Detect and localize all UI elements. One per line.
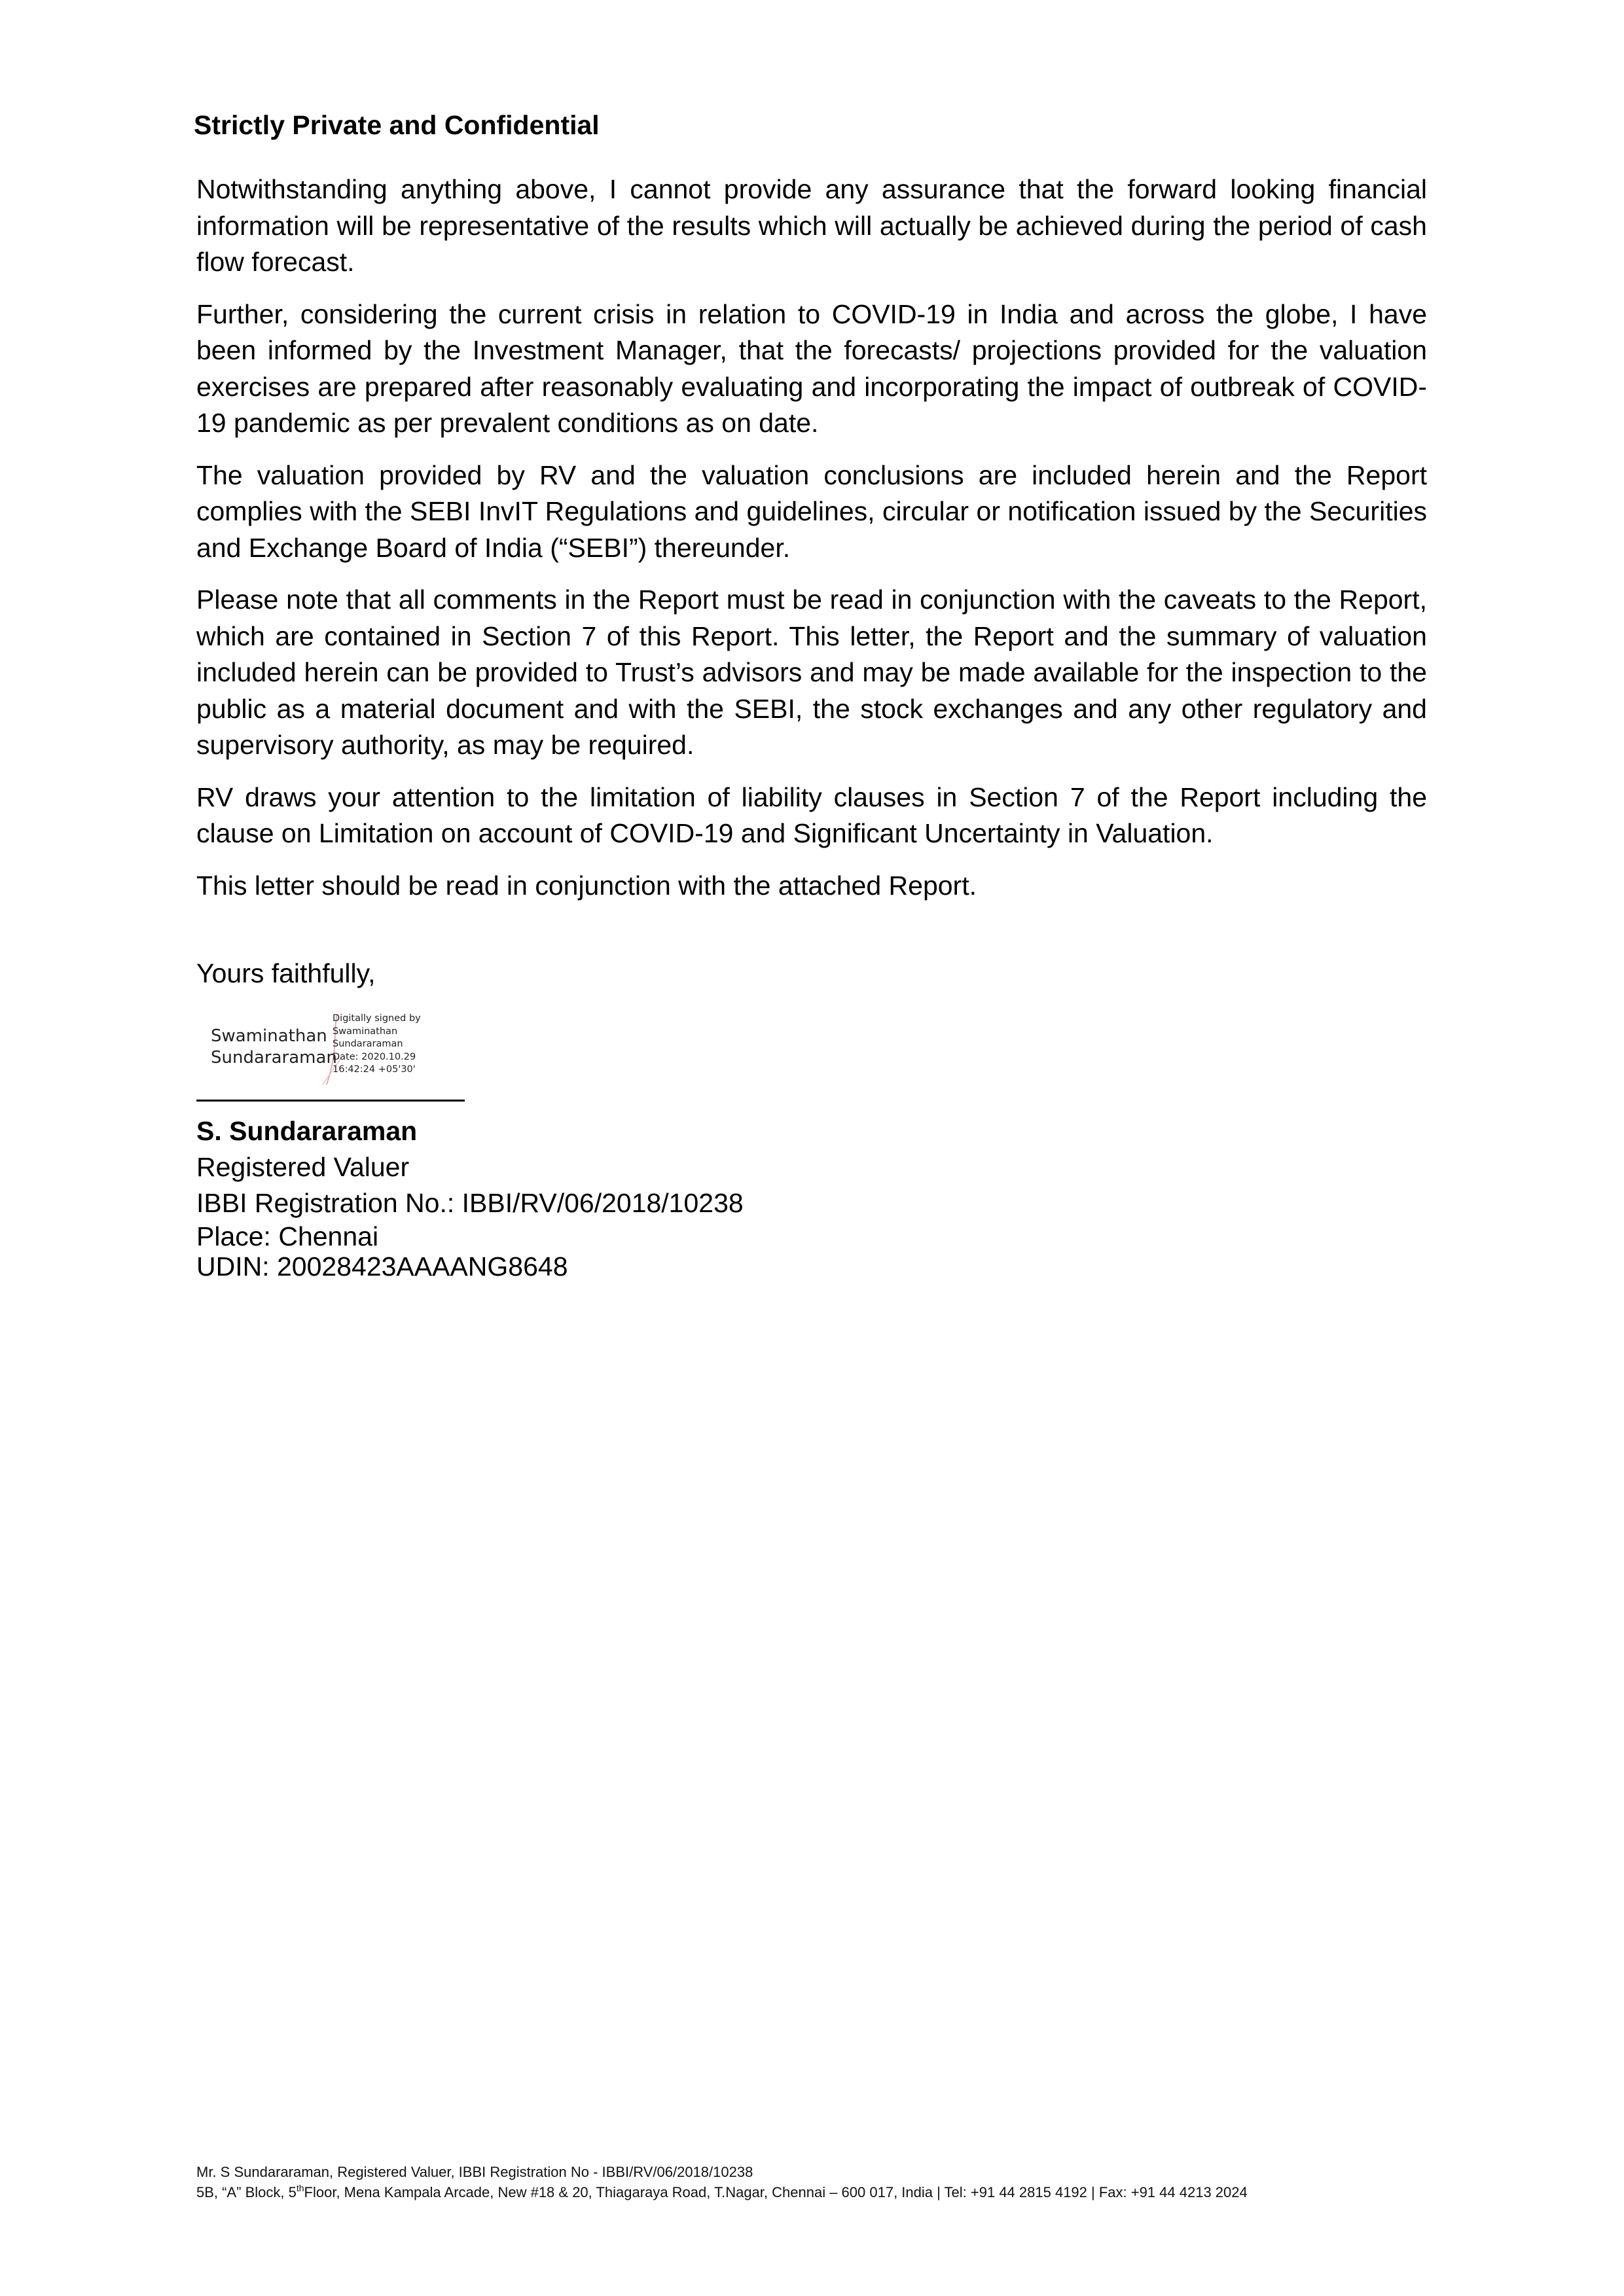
footer-ordinal-suffix: th bbox=[296, 2183, 304, 2193]
signer-udin: UDIN: 20028423AAAANG8648 bbox=[196, 1251, 568, 1282]
signature-meta-line: Sundararaman bbox=[333, 1039, 403, 1049]
signature-name-line: Swaminathan bbox=[211, 1026, 327, 1046]
paragraph-liability: RV draws your attention to the limitation of liability clauses in Section 7 of the Report including the clause on Limitation on account of COVID-19 and Significant Uncertainty in Valuation. bbox=[196, 781, 1427, 848]
signature-meta-line: Digitally signed by bbox=[333, 1013, 421, 1024]
closing-salutation: Yours faithfully, bbox=[196, 958, 376, 988]
footer-line-2 bbox=[196, 2182, 1248, 2202]
footer-line-1: Mr. S Sundararaman, Registered Valuer, IBBI Registration No - IBBI/RV/06/2018/10238 bbox=[196, 2164, 753, 2180]
signature-meta-line: Date: 2020.10.29 bbox=[333, 1051, 416, 1062]
signature-metadata bbox=[333, 1013, 421, 1077]
signature-name bbox=[211, 1026, 337, 1069]
paragraph-sebi-compliance: The valuation provided by RV and the valuation conclusions are included herein and the Report complies with the SEBI InvIT Regulations and guidelines, circular or notification issued by the Securities and Exchange Board of India (“SEBI”) thereunder. bbox=[196, 459, 1427, 563]
signer-name: S. Sundararaman bbox=[196, 1116, 418, 1146]
signer-registration: IBBI Registration No.: IBBI/RV/06/2018/10238 bbox=[196, 1188, 744, 1218]
signature-meta-line: Swaminathan bbox=[333, 1026, 398, 1037]
digital-signature bbox=[204, 1011, 440, 1088]
paragraph-caveats: Please note that all comments in the Report must be read in conjunction with the caveats to the Report, which are contained in Section 7 of this Report. This letter, the Report and the summary of valuation included herein can be provided to Trust’s advisors and may be made available for the inspection to the public as a material document and with the SEBI, the stock exchanges and any other regulatory and supervisory authority, as may be required. bbox=[196, 584, 1427, 760]
letter-body bbox=[196, 171, 1427, 920]
footer-address-start: 5B, “A” Block, 5 bbox=[196, 2184, 297, 2200]
signer-place: Place: Chennai bbox=[196, 1221, 379, 1251]
paragraph-assurance: Notwithstanding anything above, I cannot provide any assurance that the forward looking financial information will be representative of the results which will actually be achieved during the period of cash flow forecast. bbox=[196, 174, 1427, 277]
signature-line bbox=[196, 1100, 465, 1102]
paragraph-covid: Further, considering the current crisis in relation to COVID-19 in India and across the globe, I have been informed by the Investment Manager, that the forecasts/ projections provided for the valuation exercises are prepared after reasonably evaluating and incorporating the impact of outbreak of COVID-19 pandemic as per prevalent conditions as on date. bbox=[196, 298, 1427, 438]
paragraph-conjunction: This letter should be read in conjunction with the attached Report. bbox=[196, 870, 977, 901]
signature-meta-line: 16:42:24 +05'30' bbox=[333, 1064, 416, 1075]
confidentiality-heading: Strictly Private and Confidential bbox=[194, 110, 600, 140]
signer-title: Registered Valuer bbox=[196, 1152, 410, 1182]
signer-block bbox=[196, 1113, 744, 1282]
footer-address-end: Floor, Mena Kampala Arcade, New #18 & 20, Thiagaraya Road, T.Nagar, Chennai – 600 017, India | Tel: +91 44 2815 4192 | Fax: +91 44 4213 2024 bbox=[304, 2184, 1248, 2200]
signature-name-line: Sundararaman bbox=[211, 1048, 337, 1067]
page-footer bbox=[196, 2162, 1248, 2202]
